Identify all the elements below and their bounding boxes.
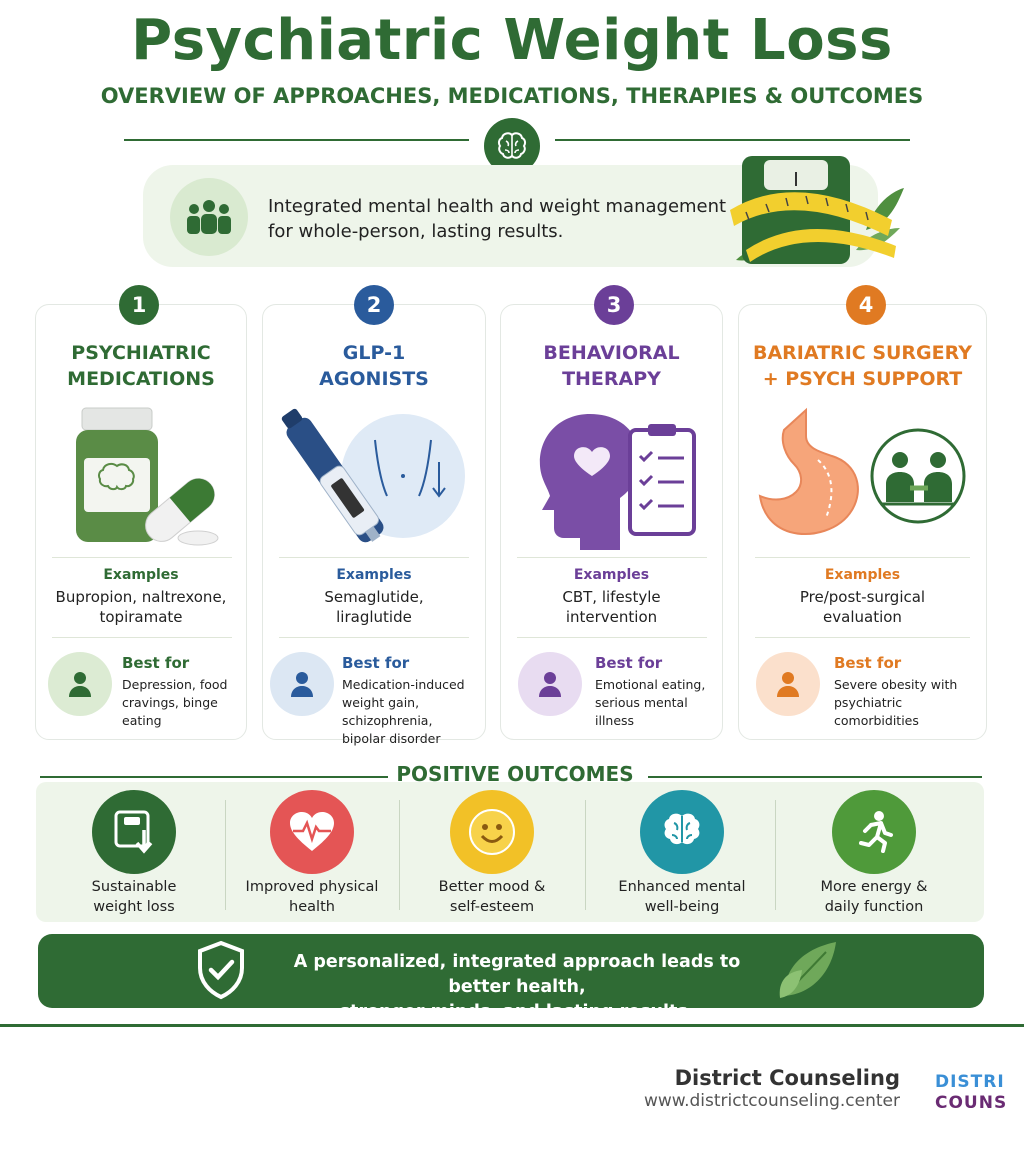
brand-url[interactable]: www.districtcounseling.center	[643, 1091, 900, 1111]
intro-line-2: for whole-person, lasting results.	[268, 221, 564, 242]
card-3-best-line-3: illness	[595, 713, 635, 728]
card-3-best-line-1: Emotional eating,	[595, 677, 706, 692]
card-4-title-line-1: BARIATRIC SURGERY	[752, 342, 972, 364]
card-1-examples	[35, 587, 247, 627]
card-2-separator-2	[279, 637, 469, 638]
card-3-title	[500, 340, 723, 392]
injection-pen-icon	[275, 400, 470, 550]
scale-down-icon	[92, 790, 176, 874]
outcome-separator	[775, 800, 776, 910]
card-2-best-line-1: Medication-induced	[342, 677, 465, 692]
person-icon	[518, 652, 582, 716]
card-4-best-line-3: comorbidities	[834, 713, 919, 728]
card-4-examples	[738, 587, 987, 627]
outcomes-line-left	[40, 776, 388, 778]
card-2-examples-line-1: Semaglutide,	[324, 588, 424, 606]
card-4-title	[738, 340, 987, 392]
step-badge-4: 4	[846, 285, 886, 325]
card-3-examples-line-2: intervention	[565, 608, 658, 626]
outcome-5-line-2: daily function	[824, 899, 924, 915]
card-4-examples-label: Examples	[824, 567, 901, 583]
card-2-title-line-1: GLP-1	[342, 342, 406, 364]
brand-name: District Counseling	[674, 1066, 900, 1090]
card-2-best-line-3: bipolar disorder	[342, 731, 441, 746]
card-4-best-line-1: Severe obesity with	[834, 677, 958, 692]
card-3-best-label: Best for	[595, 654, 663, 672]
footer-divider	[0, 1024, 1024, 1027]
outcome-4-line-2: well-being	[644, 899, 720, 915]
card-1-title-line-2: MEDICATIONS	[67, 368, 215, 390]
outcome-3-line-2: self-esteem	[449, 899, 535, 915]
header-divider-right	[555, 139, 910, 141]
outcome-5-line-1: More energy &	[820, 879, 928, 895]
card-1-separator	[52, 557, 232, 558]
outcome-3-text	[412, 877, 572, 917]
card-3-title-line-1: BEHAVIORAL	[543, 342, 680, 364]
card-1-examples-line-1: Bupropion, naltrexone,	[55, 588, 227, 606]
card-3-best-text	[595, 676, 720, 730]
stomach-support-icon	[752, 400, 972, 550]
card-2-separator	[279, 557, 469, 558]
banner-line-1: A personalized, integrated approach leads to better health,	[293, 952, 741, 997]
brain-icon	[640, 790, 724, 874]
card-1-best-line-2: cravings, binge eating	[122, 695, 218, 728]
outcome-3-line-1: Better mood &	[438, 879, 546, 895]
outcome-2-line-2: health	[289, 899, 335, 915]
card-2-best-text	[342, 676, 484, 748]
step-badge-2: 2	[354, 285, 394, 325]
scale-tape-icon	[716, 150, 906, 268]
outcome-separator	[585, 800, 586, 910]
card-1-examples-label: Examples	[103, 567, 179, 583]
page-title: Psychiatric Weight Loss	[131, 8, 893, 73]
outcome-1-line-1: Sustainable	[91, 879, 177, 895]
card-1-title	[35, 340, 247, 392]
card-2-examples	[262, 587, 486, 627]
outcome-5-text	[794, 877, 954, 917]
leaves-icon	[776, 936, 842, 1002]
person-icon	[48, 652, 112, 716]
outcomes-line-right	[648, 776, 982, 778]
card-4-title-line-2: + PSYCH SUPPORT	[762, 368, 963, 390]
outcome-2-text	[232, 877, 392, 917]
card-2-best-line-2: weight gain, schizophrenia,	[342, 695, 433, 728]
card-4-separator-2	[755, 637, 970, 638]
header-divider-left	[124, 139, 469, 141]
outcome-separator	[225, 800, 226, 910]
card-1-best-text	[122, 676, 244, 730]
shield-check-icon	[196, 940, 246, 1000]
running-person-icon	[832, 790, 916, 874]
card-1-examples-line-2: topiramate	[99, 608, 183, 626]
card-1-best-line-1: Depression, food	[122, 677, 228, 692]
card-1-separator-2	[52, 637, 232, 638]
logo-text-bottom: COUNS	[935, 1093, 1008, 1113]
card-4-examples-line-2: evaluation	[823, 608, 902, 626]
card-3-examples-label: Examples	[573, 567, 650, 583]
card-3-examples	[500, 587, 723, 627]
card-3-best-line-2: serious mental	[595, 695, 688, 710]
smiley-icon	[450, 790, 534, 874]
banner-line-2: stronger minds, and lasting results.	[339, 1002, 695, 1022]
card-2-title	[262, 340, 486, 392]
card-2-examples-line-2: liraglutide	[336, 608, 412, 626]
outcome-4-line-1: Enhanced mental	[618, 879, 746, 895]
head-heart-checklist-icon	[530, 400, 700, 550]
card-3-title-line-2: THERAPY	[562, 368, 661, 390]
card-3-separator-2	[517, 637, 707, 638]
card-3-separator	[517, 557, 707, 558]
outcomes-title: POSITIVE OUTCOMES	[396, 762, 634, 786]
card-2-title-line-2: AGONISTS	[319, 368, 429, 390]
pill-bottle-icon	[60, 400, 230, 550]
intro-line-1: Integrated mental health and weight management	[268, 196, 727, 217]
intro-text	[268, 194, 728, 244]
person-icon	[270, 652, 334, 716]
outcome-separator	[399, 800, 400, 910]
card-1-title-line-1: PSYCHIATRIC	[71, 342, 211, 364]
banner-text	[262, 950, 772, 1025]
card-4-best-text	[834, 676, 974, 730]
card-2-examples-label: Examples	[336, 567, 412, 583]
outcome-1-line-2: weight loss	[93, 899, 175, 915]
outcome-2-line-1: Improved physical	[245, 879, 379, 895]
card-4-best-label: Best for	[834, 654, 902, 672]
card-3-examples-line-1: CBT, lifestyle	[562, 588, 661, 606]
heart-pulse-icon	[270, 790, 354, 874]
people-icon	[170, 178, 248, 256]
outcome-4-text	[602, 877, 762, 917]
step-badge-3: 3	[594, 285, 634, 325]
card-1-best-label: Best for	[122, 654, 190, 672]
card-4-best-line-2: psychiatric	[834, 695, 903, 710]
page-subtitle: OVERVIEW OF APPROACHES, MEDICATIONS, THERAPIES & OUTCOMES	[100, 84, 924, 108]
outcome-1-text	[54, 877, 214, 917]
step-badge-1: 1	[119, 285, 159, 325]
card-4-separator	[755, 557, 970, 558]
logo-text-top: DISTRI	[935, 1072, 1005, 1092]
person-icon	[756, 652, 820, 716]
card-4-examples-line-1: Pre/post-surgical	[799, 588, 926, 606]
card-2-best-label: Best for	[342, 654, 410, 672]
